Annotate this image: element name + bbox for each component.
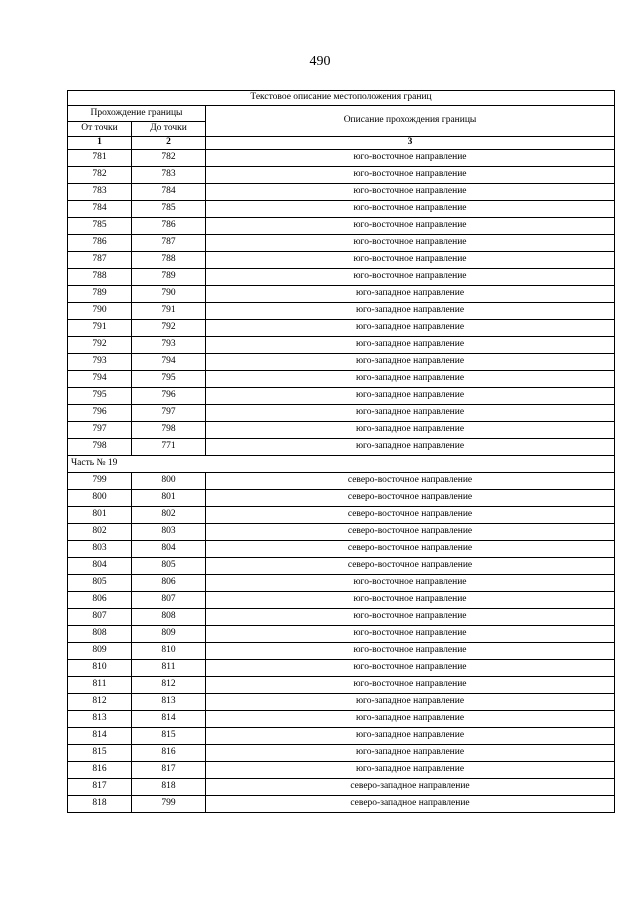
table-row (68, 218, 615, 235)
from-point-cell: 794 (68, 371, 132, 388)
table-row (68, 303, 615, 320)
to-point-cell: 786 (132, 218, 206, 235)
from-point-cell: 783 (68, 184, 132, 201)
to-point-cell: 790 (132, 286, 206, 303)
from-point-cell: 811 (68, 677, 132, 694)
direction-cell: северо-восточное направление (206, 541, 615, 558)
from-point-cell: 795 (68, 388, 132, 405)
direction-cell: юго-западное направление (206, 439, 615, 456)
direction-cell: юго-западное направление (206, 762, 615, 779)
from-point-cell: 818 (68, 796, 132, 813)
from-point-cell: 791 (68, 320, 132, 337)
from-point-cell: 814 (68, 728, 132, 745)
to-point-cell: 801 (132, 490, 206, 507)
to-point-cell: 813 (132, 694, 206, 711)
boundary-table (67, 90, 615, 813)
to-point-cell: 782 (132, 150, 206, 167)
direction-cell: юго-восточное направление (206, 252, 615, 269)
table-row (68, 711, 615, 728)
from-point-cell: 788 (68, 269, 132, 286)
page-number: 490 (309, 54, 331, 69)
to-point-cell: 816 (132, 745, 206, 762)
header-from-point: От точки (68, 122, 132, 137)
to-point-cell: 812 (132, 677, 206, 694)
table-row (68, 422, 615, 439)
to-point-cell: 817 (132, 762, 206, 779)
to-point-cell: 799 (132, 796, 206, 813)
from-point-cell: 803 (68, 541, 132, 558)
from-point-cell: 815 (68, 745, 132, 762)
direction-cell: юго-восточное направление (206, 235, 615, 252)
to-point-cell: 793 (132, 337, 206, 354)
direction-cell: юго-западное направление (206, 320, 615, 337)
table-row (68, 337, 615, 354)
direction-cell: юго-восточное направление (206, 150, 615, 167)
to-point-cell: 791 (132, 303, 206, 320)
table-row (68, 439, 615, 456)
direction-cell: юго-западное направление (206, 388, 615, 405)
from-point-cell: 790 (68, 303, 132, 320)
table-row (68, 473, 615, 490)
from-point-cell: 799 (68, 473, 132, 490)
to-point-cell: 789 (132, 269, 206, 286)
table-row (68, 541, 615, 558)
to-point-cell: 771 (132, 439, 206, 456)
header-description: Описание прохождения границы (206, 106, 615, 137)
table-row (68, 150, 615, 167)
table-row (68, 779, 615, 796)
direction-cell: юго-восточное направление (206, 167, 615, 184)
from-point-cell: 805 (68, 575, 132, 592)
direction-cell: юго-западное направление (206, 354, 615, 371)
from-point-cell: 806 (68, 592, 132, 609)
direction-cell: юго-восточное направление (206, 269, 615, 286)
to-point-cell: 808 (132, 609, 206, 626)
from-point-cell: 800 (68, 490, 132, 507)
to-point-cell: 797 (132, 405, 206, 422)
from-point-cell: 804 (68, 558, 132, 575)
table-row (68, 320, 615, 337)
from-point-cell: 801 (68, 507, 132, 524)
table-row (68, 626, 615, 643)
column-number-1: 1 (68, 137, 132, 150)
table-caption: Текстовое описание местоположения границ (68, 91, 615, 106)
direction-cell: юго-восточное направление (206, 201, 615, 218)
from-point-cell: 817 (68, 779, 132, 796)
direction-cell: юго-западное направление (206, 337, 615, 354)
table-header (68, 91, 615, 150)
table-row (68, 524, 615, 541)
from-point-cell: 784 (68, 201, 132, 218)
table-row (68, 575, 615, 592)
part-label: Часть № 19 (68, 456, 615, 473)
to-point-cell: 785 (132, 201, 206, 218)
from-point-cell: 808 (68, 626, 132, 643)
direction-cell: юго-восточное направление (206, 643, 615, 660)
from-point-cell: 789 (68, 286, 132, 303)
table-row (68, 201, 615, 218)
to-point-cell: 806 (132, 575, 206, 592)
table-row (68, 371, 615, 388)
from-point-cell: 785 (68, 218, 132, 235)
to-point-cell: 807 (132, 592, 206, 609)
table-row (68, 745, 615, 762)
column-number-2: 2 (132, 137, 206, 150)
table-body (68, 150, 615, 813)
direction-cell: юго-восточное направление (206, 218, 615, 235)
header-to-point: До точки (132, 122, 206, 137)
from-point-cell: 792 (68, 337, 132, 354)
direction-cell: юго-восточное направление (206, 660, 615, 677)
from-point-cell: 816 (68, 762, 132, 779)
table-row (68, 762, 615, 779)
table-row (68, 677, 615, 694)
table-row (68, 609, 615, 626)
direction-cell: юго-западное направление (206, 422, 615, 439)
to-point-cell: 783 (132, 167, 206, 184)
direction-cell: юго-западное направление (206, 405, 615, 422)
to-point-cell: 815 (132, 728, 206, 745)
table-row (68, 507, 615, 524)
direction-cell: северо-восточное направление (206, 558, 615, 575)
direction-cell: юго-западное направление (206, 694, 615, 711)
table-row (68, 694, 615, 711)
from-point-cell: 802 (68, 524, 132, 541)
direction-cell: юго-западное направление (206, 711, 615, 728)
direction-cell: юго-восточное направление (206, 575, 615, 592)
direction-cell: юго-восточное направление (206, 677, 615, 694)
from-point-cell: 797 (68, 422, 132, 439)
table-row (68, 388, 615, 405)
from-point-cell: 782 (68, 167, 132, 184)
from-point-cell: 812 (68, 694, 132, 711)
to-point-cell: 809 (132, 626, 206, 643)
to-point-cell: 814 (132, 711, 206, 728)
direction-cell: юго-восточное направление (206, 609, 615, 626)
direction-cell: юго-западное направление (206, 745, 615, 762)
part-row (68, 456, 615, 473)
from-point-cell: 781 (68, 150, 132, 167)
direction-cell: юго-западное направление (206, 728, 615, 745)
direction-cell: северо-восточное направление (206, 507, 615, 524)
to-point-cell: 804 (132, 541, 206, 558)
from-point-cell: 813 (68, 711, 132, 728)
table-row (68, 354, 615, 371)
to-point-cell: 794 (132, 354, 206, 371)
table-row (68, 252, 615, 269)
table-row (68, 405, 615, 422)
from-point-cell: 793 (68, 354, 132, 371)
table-row (68, 660, 615, 677)
from-point-cell: 786 (68, 235, 132, 252)
direction-cell: юго-восточное направление (206, 592, 615, 609)
to-point-cell: 800 (132, 473, 206, 490)
from-point-cell: 807 (68, 609, 132, 626)
header-boundary-group: Прохождение границы (68, 106, 206, 122)
to-point-cell: 787 (132, 235, 206, 252)
to-point-cell: 810 (132, 643, 206, 660)
direction-cell: юго-западное направление (206, 286, 615, 303)
table-row (68, 592, 615, 609)
to-point-cell: 802 (132, 507, 206, 524)
table-row (68, 558, 615, 575)
table-row (68, 235, 615, 252)
table-row (68, 643, 615, 660)
column-number-3: 3 (206, 137, 615, 150)
direction-cell: северо-восточное направление (206, 524, 615, 541)
direction-cell: северо-западное направление (206, 779, 615, 796)
direction-cell: юго-западное направление (206, 371, 615, 388)
from-point-cell: 809 (68, 643, 132, 660)
table-row (68, 269, 615, 286)
table-row (68, 490, 615, 507)
to-point-cell: 803 (132, 524, 206, 541)
direction-cell: северо-восточное направление (206, 490, 615, 507)
to-point-cell: 788 (132, 252, 206, 269)
table-row (68, 286, 615, 303)
direction-cell: северо-западное направление (206, 796, 615, 813)
table-row (68, 796, 615, 813)
from-point-cell: 787 (68, 252, 132, 269)
to-point-cell: 795 (132, 371, 206, 388)
direction-cell: юго-западное направление (206, 303, 615, 320)
table-row (68, 728, 615, 745)
from-point-cell: 798 (68, 439, 132, 456)
from-point-cell: 796 (68, 405, 132, 422)
from-point-cell: 810 (68, 660, 132, 677)
to-point-cell: 811 (132, 660, 206, 677)
to-point-cell: 805 (132, 558, 206, 575)
to-point-cell: 784 (132, 184, 206, 201)
to-point-cell: 792 (132, 320, 206, 337)
table-row (68, 167, 615, 184)
direction-cell: юго-восточное направление (206, 184, 615, 201)
direction-cell: юго-восточное направление (206, 626, 615, 643)
direction-cell: северо-восточное направление (206, 473, 615, 490)
to-point-cell: 798 (132, 422, 206, 439)
table-row (68, 184, 615, 201)
to-point-cell: 818 (132, 779, 206, 796)
to-point-cell: 796 (132, 388, 206, 405)
